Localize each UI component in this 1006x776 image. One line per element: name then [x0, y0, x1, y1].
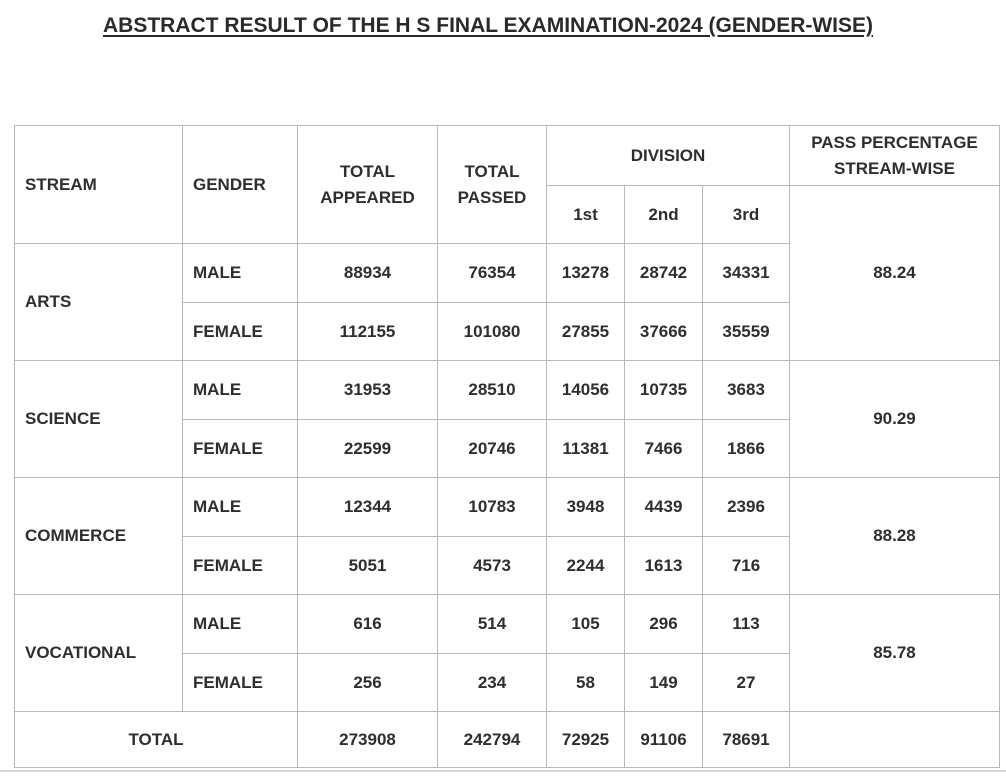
division-2nd-cell: 296 [625, 595, 703, 654]
division-2nd-cell: 7466 [625, 420, 703, 478]
division-1st-cell: 14056 [547, 361, 625, 420]
gender-cell: MALE [183, 478, 298, 537]
total-passed: 242794 [438, 712, 547, 768]
division-1st-cell: 27855 [547, 303, 625, 361]
division-3rd-cell: 2396 [703, 478, 790, 537]
total-row [15, 712, 1000, 768]
stream-name-commerce: COMMERCE [15, 478, 183, 595]
passed-cell: 234 [438, 654, 547, 712]
document-title: ABSTRACT RESULT OF THE H S FINAL EXAMINATION-2024 (GENDER-WISE) [103, 14, 874, 37]
header-division-2nd: 2nd [625, 186, 703, 244]
division-2nd-cell: 28742 [625, 244, 703, 303]
header-pass-percentage: PASS PERCENTAGE STREAM-WISE [790, 126, 1000, 186]
header-gender: GENDER [183, 126, 298, 244]
total-division-2nd: 91106 [625, 712, 703, 768]
stream-name-science: SCIENCE [15, 361, 183, 478]
gender-cell: MALE [183, 361, 298, 420]
total-label: TOTAL [15, 712, 298, 768]
header-stream: STREAM [15, 126, 183, 244]
pass-percentage-commerce: 88.28 [790, 478, 1000, 595]
division-3rd-cell: 1866 [703, 420, 790, 478]
page-bottom-edge [0, 770, 1006, 772]
division-1st-cell: 2244 [547, 537, 625, 595]
result-table [14, 125, 1000, 768]
appeared-cell: 22599 [298, 420, 438, 478]
table-row [15, 361, 1000, 420]
total-pass-percentage-empty [790, 712, 1000, 768]
header-division-3rd: 3rd [703, 186, 790, 244]
passed-cell: 101080 [438, 303, 547, 361]
division-3rd-cell: 716 [703, 537, 790, 595]
total-division-1st: 72925 [547, 712, 625, 768]
appeared-cell: 616 [298, 595, 438, 654]
gender-cell: FEMALE [183, 537, 298, 595]
appeared-cell: 112155 [298, 303, 438, 361]
header-division-1st: 1st [547, 186, 625, 244]
appeared-cell: 31953 [298, 361, 438, 420]
pass-percentage-arts: 88.24 [790, 186, 1000, 361]
header-row-1 [15, 126, 1000, 186]
passed-cell: 76354 [438, 244, 547, 303]
passed-cell: 20746 [438, 420, 547, 478]
total-appeared: 273908 [298, 712, 438, 768]
stream-name-vocational: VOCATIONAL [15, 595, 183, 712]
division-3rd-cell: 35559 [703, 303, 790, 361]
gender-cell: FEMALE [183, 420, 298, 478]
header-division: DIVISION [547, 126, 790, 186]
header-total-appeared: TOTAL APPEARED [298, 126, 438, 244]
division-2nd-cell: 1613 [625, 537, 703, 595]
table-row [15, 595, 1000, 654]
stream-name-arts: ARTS [15, 244, 183, 361]
passed-cell: 10783 [438, 478, 547, 537]
division-3rd-cell: 3683 [703, 361, 790, 420]
header-total-passed: TOTAL PASSED [438, 126, 547, 244]
division-3rd-cell: 27 [703, 654, 790, 712]
division-3rd-cell: 34331 [703, 244, 790, 303]
passed-cell: 28510 [438, 361, 547, 420]
division-1st-cell: 13278 [547, 244, 625, 303]
division-2nd-cell: 149 [625, 654, 703, 712]
pass-percentage-science: 90.29 [790, 361, 1000, 478]
passed-cell: 4573 [438, 537, 547, 595]
division-2nd-cell: 10735 [625, 361, 703, 420]
appeared-cell: 88934 [298, 244, 438, 303]
appeared-cell: 256 [298, 654, 438, 712]
table-row [15, 478, 1000, 537]
appeared-cell: 12344 [298, 478, 438, 537]
division-3rd-cell: 113 [703, 595, 790, 654]
gender-cell: MALE [183, 595, 298, 654]
pass-percentage-vocational: 85.78 [790, 595, 1000, 712]
gender-cell: FEMALE [183, 303, 298, 361]
division-1st-cell: 11381 [547, 420, 625, 478]
division-1st-cell: 3948 [547, 478, 625, 537]
division-1st-cell: 105 [547, 595, 625, 654]
division-1st-cell: 58 [547, 654, 625, 712]
appeared-cell: 5051 [298, 537, 438, 595]
total-division-3rd: 78691 [703, 712, 790, 768]
gender-cell: FEMALE [183, 654, 298, 712]
division-2nd-cell: 4439 [625, 478, 703, 537]
passed-cell: 514 [438, 595, 547, 654]
gender-cell: MALE [183, 244, 298, 303]
division-2nd-cell: 37666 [625, 303, 703, 361]
